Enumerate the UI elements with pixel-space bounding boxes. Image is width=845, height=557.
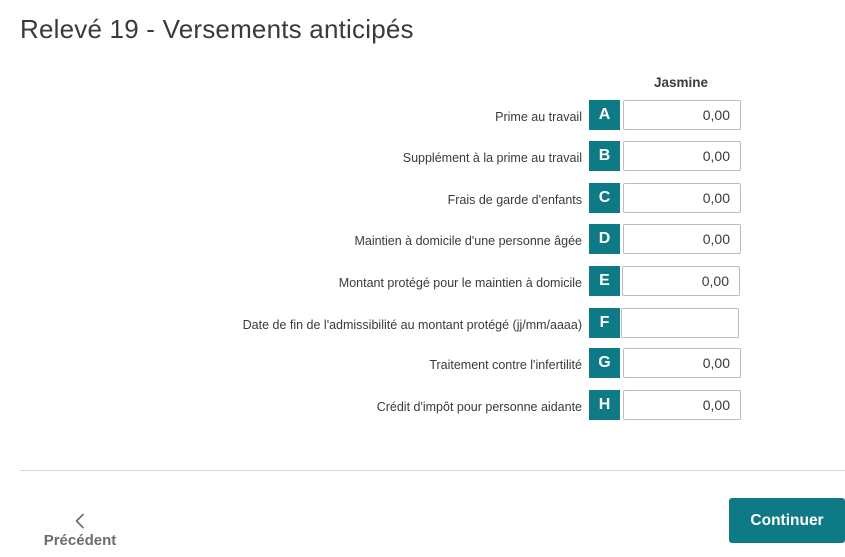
- date-input-f[interactable]: [621, 308, 739, 338]
- amount-input-h[interactable]: [623, 390, 741, 420]
- box-letter-badge: D: [589, 224, 620, 254]
- row-label: Traitement contre l'infertilité: [429, 358, 582, 372]
- amount-input-d[interactable]: [623, 224, 741, 254]
- form-row-a: [0, 100, 845, 132]
- footer-divider: [20, 470, 845, 471]
- form-row-b: [0, 141, 845, 173]
- box-letter-badge: A: [589, 100, 620, 130]
- form-row-h: [0, 390, 845, 422]
- box-letter-badge: E: [589, 266, 620, 296]
- continue-button[interactable]: Continuer: [729, 498, 845, 543]
- amount-input-g[interactable]: [623, 348, 741, 378]
- amount-input-a[interactable]: [623, 100, 741, 130]
- row-label: Maintien à domicile d'une personne âgée: [354, 234, 582, 248]
- page-title: Relevé 19 - Versements anticipés: [20, 14, 414, 44]
- row-label: Montant protégé pour le maintien à domicile: [338, 276, 582, 290]
- row-label: Crédit d'impôt pour personne aidante: [376, 400, 582, 414]
- box-letter-badge: C: [589, 183, 620, 213]
- row-label: Prime au travail: [495, 110, 582, 124]
- form-row-f: [0, 308, 845, 340]
- form-row-c: [0, 183, 845, 215]
- amount-input-c[interactable]: [623, 183, 741, 213]
- row-label: Supplément à la prime au travail: [402, 151, 582, 165]
- box-letter-badge: H: [589, 390, 620, 420]
- form-row-g: [0, 348, 845, 380]
- box-letter-badge: B: [589, 141, 620, 171]
- box-letter-badge: G: [589, 348, 620, 378]
- amount-input-b[interactable]: [623, 141, 741, 171]
- box-letter-badge: F: [589, 308, 620, 338]
- column-header-jasmine: Jasmine: [653, 75, 709, 90]
- chevron-left-icon: [74, 513, 86, 529]
- form-row-d: [0, 224, 845, 256]
- row-label: Date de fin de l'admissibilité au montant protégé (jj/mm/aaaa): [242, 318, 582, 332]
- amount-input-e[interactable]: [622, 266, 740, 296]
- row-label: Frais de garde d'enfants: [447, 193, 582, 207]
- previous-label: Précédent: [43, 532, 117, 549]
- form-row-e: [0, 266, 845, 298]
- previous-button[interactable]: [40, 508, 120, 554]
